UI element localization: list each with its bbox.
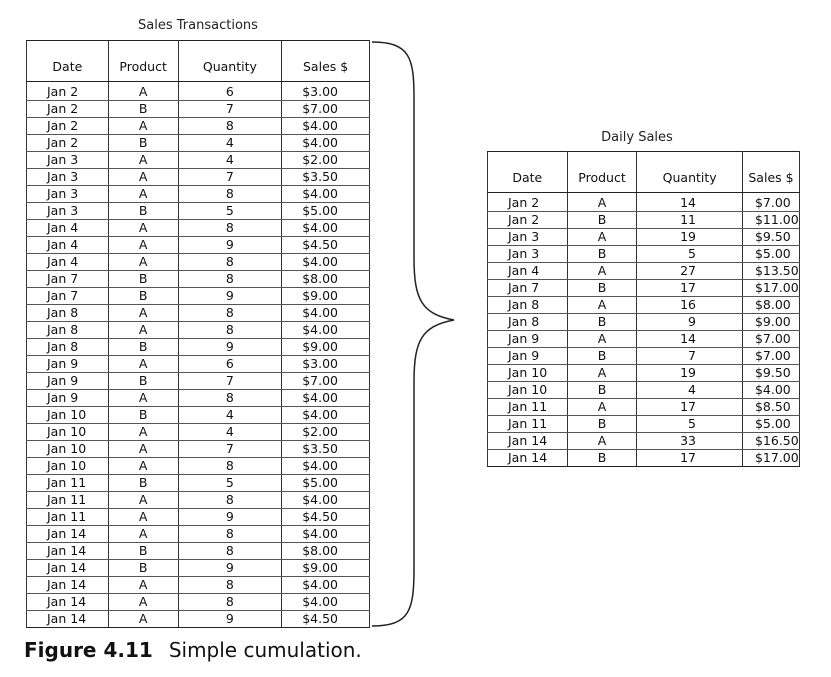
table-row xyxy=(27,373,370,390)
cell-date: Jan 11 xyxy=(488,399,568,416)
cell-date: Jan 3 xyxy=(27,186,109,203)
cell-sales: $4.00 xyxy=(282,254,370,271)
cell-date: Jan 14 xyxy=(488,433,568,450)
cell-quantity: 8 xyxy=(178,390,282,407)
cell-sales: $7.00 xyxy=(282,373,370,390)
cell-quantity: 9 xyxy=(178,611,282,628)
cell-sales: $3.50 xyxy=(282,169,370,186)
table-row xyxy=(27,594,370,611)
cell-quantity: 8 xyxy=(178,220,282,237)
cell-quantity: 4 xyxy=(637,382,743,399)
cell-quantity: 14 xyxy=(637,331,743,348)
figure-caption-text: Simple cumulation. xyxy=(168,638,362,662)
cell-product: B xyxy=(108,101,178,118)
cell-date: Jan 11 xyxy=(488,416,568,433)
table-row xyxy=(488,433,800,450)
column-header-date: Date xyxy=(27,41,109,82)
cell-date: Jan 10 xyxy=(27,424,109,441)
cell-date: Jan 14 xyxy=(27,577,109,594)
cell-date: Jan 4 xyxy=(27,237,109,254)
cell-quantity: 33 xyxy=(637,433,743,450)
column-header-sales: Sales $ xyxy=(742,152,799,193)
cell-date: Jan 10 xyxy=(488,365,568,382)
table-row xyxy=(488,297,800,314)
cell-quantity: 8 xyxy=(178,594,282,611)
cell-quantity: 19 xyxy=(637,365,743,382)
table-row xyxy=(488,348,800,365)
cell-quantity: 5 xyxy=(178,475,282,492)
cell-product: B xyxy=(108,373,178,390)
column-header-quantity: Quantity xyxy=(637,152,743,193)
cell-quantity: 8 xyxy=(178,458,282,475)
cell-product: B xyxy=(567,280,637,297)
cell-date: Jan 14 xyxy=(27,594,109,611)
cell-date: Jan 4 xyxy=(27,254,109,271)
cell-product: A xyxy=(108,356,178,373)
table-row xyxy=(27,526,370,543)
table-row xyxy=(27,356,370,373)
cell-date: Jan 7 xyxy=(27,271,109,288)
cell-date: Jan 2 xyxy=(27,82,109,101)
cell-sales: $4.00 xyxy=(282,135,370,152)
cell-sales: $9.00 xyxy=(282,560,370,577)
table-row xyxy=(488,399,800,416)
cell-sales: $4.50 xyxy=(282,509,370,526)
table-row xyxy=(27,322,370,339)
cell-product: A xyxy=(108,611,178,628)
column-header-quantity: Quantity xyxy=(178,41,282,82)
cell-date: Jan 8 xyxy=(27,305,109,322)
cell-sales: $16.50 xyxy=(742,433,799,450)
cell-quantity: 9 xyxy=(178,509,282,526)
cell-sales: $4.00 xyxy=(282,390,370,407)
cell-date: Jan 3 xyxy=(27,152,109,169)
figure-label: Figure 4.11 xyxy=(24,638,153,662)
cell-product: B xyxy=(567,382,637,399)
cell-sales: $9.00 xyxy=(282,288,370,305)
cell-product: A xyxy=(108,577,178,594)
cell-date: Jan 14 xyxy=(27,611,109,628)
cell-quantity: 6 xyxy=(178,82,282,101)
cell-quantity: 8 xyxy=(178,577,282,594)
daily-sales-table xyxy=(487,151,800,467)
cell-product: A xyxy=(108,594,178,611)
cell-product: A xyxy=(108,509,178,526)
cell-sales: $3.00 xyxy=(282,82,370,101)
table-row xyxy=(27,475,370,492)
cell-product: A xyxy=(108,441,178,458)
cell-product: A xyxy=(108,458,178,475)
cell-product: A xyxy=(108,424,178,441)
cell-date: Jan 10 xyxy=(488,382,568,399)
table-row xyxy=(27,271,370,288)
cell-quantity: 9 xyxy=(178,339,282,356)
cell-product: A xyxy=(108,254,178,271)
table-row xyxy=(27,577,370,594)
column-header-sales: Sales $ xyxy=(282,41,370,82)
cell-sales: $4.00 xyxy=(742,382,799,399)
cell-sales: $4.00 xyxy=(282,220,370,237)
cell-date: Jan 9 xyxy=(27,390,109,407)
cell-product: A xyxy=(108,220,178,237)
cell-sales: $4.00 xyxy=(282,492,370,509)
table-row xyxy=(488,365,800,382)
table-header-row xyxy=(488,152,800,193)
table-row xyxy=(488,280,800,297)
cell-date: Jan 3 xyxy=(27,203,109,220)
cell-product: A xyxy=(108,390,178,407)
table-row xyxy=(27,169,370,186)
cell-quantity: 9 xyxy=(178,560,282,577)
cell-product: B xyxy=(108,135,178,152)
cell-product: B xyxy=(108,271,178,288)
cell-sales: $8.00 xyxy=(282,271,370,288)
cell-date: Jan 9 xyxy=(27,356,109,373)
cell-date: Jan 4 xyxy=(488,263,568,280)
cell-quantity: 7 xyxy=(178,373,282,390)
cell-sales: $4.00 xyxy=(282,526,370,543)
cell-date: Jan 8 xyxy=(27,322,109,339)
cell-quantity: 11 xyxy=(637,212,743,229)
table-row xyxy=(27,424,370,441)
cell-quantity: 8 xyxy=(178,526,282,543)
daily-sales-title: Daily Sales xyxy=(601,130,673,145)
table-row xyxy=(27,220,370,237)
table-row xyxy=(27,152,370,169)
cell-date: Jan 11 xyxy=(27,475,109,492)
cell-quantity: 7 xyxy=(178,169,282,186)
cell-quantity: 8 xyxy=(178,271,282,288)
cell-quantity: 8 xyxy=(178,254,282,271)
cell-quantity: 5 xyxy=(637,246,743,263)
cell-date: Jan 2 xyxy=(27,118,109,135)
cell-date: Jan 2 xyxy=(27,135,109,152)
cell-quantity: 19 xyxy=(637,229,743,246)
cell-date: Jan 14 xyxy=(27,526,109,543)
cell-product: B xyxy=(567,314,637,331)
cell-product: A xyxy=(567,263,637,280)
cell-date: Jan 8 xyxy=(488,314,568,331)
cell-quantity: 7 xyxy=(178,441,282,458)
cell-quantity: 7 xyxy=(178,101,282,118)
cell-date: Jan 14 xyxy=(488,450,568,467)
table-row xyxy=(27,560,370,577)
cell-sales: $4.00 xyxy=(282,186,370,203)
cell-product: A xyxy=(108,118,178,135)
cell-product: B xyxy=(108,203,178,220)
cell-product: A xyxy=(108,169,178,186)
cell-quantity: 8 xyxy=(178,322,282,339)
cell-product: A xyxy=(108,526,178,543)
table-row xyxy=(488,382,800,399)
cell-date: Jan 14 xyxy=(27,543,109,560)
cell-sales: $4.00 xyxy=(282,305,370,322)
cell-sales: $5.00 xyxy=(282,203,370,220)
cell-quantity: 5 xyxy=(637,416,743,433)
cell-date: Jan 7 xyxy=(27,288,109,305)
cell-date: Jan 8 xyxy=(27,339,109,356)
cell-product: A xyxy=(108,186,178,203)
cell-date: Jan 8 xyxy=(488,297,568,314)
table-row xyxy=(27,441,370,458)
table-row xyxy=(27,118,370,135)
cell-product: B xyxy=(108,407,178,424)
table-row xyxy=(488,314,800,331)
cell-sales: $7.00 xyxy=(742,331,799,348)
cell-product: A xyxy=(108,492,178,509)
cell-quantity: 17 xyxy=(637,450,743,467)
table-row xyxy=(27,82,370,101)
cell-date: Jan 2 xyxy=(488,212,568,229)
cell-sales: $9.00 xyxy=(742,314,799,331)
table-row xyxy=(488,331,800,348)
column-header-product: Product xyxy=(108,41,178,82)
table-row xyxy=(488,263,800,280)
cell-sales: $4.00 xyxy=(282,118,370,135)
cell-date: Jan 10 xyxy=(27,441,109,458)
cell-sales: $4.50 xyxy=(282,611,370,628)
cell-quantity: 9 xyxy=(178,237,282,254)
cell-date: Jan 3 xyxy=(488,246,568,263)
cell-quantity: 5 xyxy=(178,203,282,220)
cell-product: B xyxy=(108,560,178,577)
cell-sales: $11.00 xyxy=(742,212,799,229)
column-header-product: Product xyxy=(567,152,637,193)
cell-date: Jan 4 xyxy=(27,220,109,237)
cell-product: A xyxy=(567,297,637,314)
cell-date: Jan 10 xyxy=(27,407,109,424)
cell-quantity: 8 xyxy=(178,305,282,322)
brace-icon xyxy=(370,38,460,630)
cell-product: A xyxy=(567,365,637,382)
table-row xyxy=(488,229,800,246)
cell-sales: $5.00 xyxy=(742,246,799,263)
column-header-date: Date xyxy=(488,152,568,193)
table-row xyxy=(27,101,370,118)
table-row xyxy=(27,305,370,322)
cell-quantity: 4 xyxy=(178,407,282,424)
cell-quantity: 9 xyxy=(637,314,743,331)
cell-quantity: 8 xyxy=(178,186,282,203)
table-row xyxy=(488,416,800,433)
cell-date: Jan 14 xyxy=(27,560,109,577)
table-row xyxy=(27,339,370,356)
sales-transactions-title: Sales Transactions xyxy=(138,18,258,33)
cell-quantity: 17 xyxy=(637,280,743,297)
cell-quantity: 7 xyxy=(637,348,743,365)
table-row xyxy=(488,246,800,263)
cell-date: Jan 2 xyxy=(27,101,109,118)
cell-quantity: 14 xyxy=(637,193,743,212)
table-row xyxy=(27,611,370,628)
cell-sales: $2.00 xyxy=(282,152,370,169)
cell-sales: $5.00 xyxy=(742,416,799,433)
cell-date: Jan 9 xyxy=(488,331,568,348)
cell-date: Jan 3 xyxy=(27,169,109,186)
cell-sales: $2.00 xyxy=(282,424,370,441)
cell-quantity: 17 xyxy=(637,399,743,416)
cell-quantity: 16 xyxy=(637,297,743,314)
cell-sales: $8.50 xyxy=(742,399,799,416)
cell-sales: $17.00 xyxy=(742,280,799,297)
cell-sales: $9.50 xyxy=(742,229,799,246)
cell-date: Jan 3 xyxy=(488,229,568,246)
table-row xyxy=(27,509,370,526)
cell-sales: $5.00 xyxy=(282,475,370,492)
cell-quantity: 4 xyxy=(178,152,282,169)
cell-product: A xyxy=(567,229,637,246)
table-row xyxy=(27,254,370,271)
cell-product: A xyxy=(108,237,178,254)
cell-product: A xyxy=(567,399,637,416)
cell-product: B xyxy=(567,348,637,365)
table-row xyxy=(27,135,370,152)
cell-product: B xyxy=(108,475,178,492)
cell-sales: $7.00 xyxy=(282,101,370,118)
cell-product: B xyxy=(567,246,637,263)
cell-sales: $4.00 xyxy=(282,577,370,594)
cell-sales: $3.00 xyxy=(282,356,370,373)
cell-product: A xyxy=(108,305,178,322)
cell-sales: $9.50 xyxy=(742,365,799,382)
table-row xyxy=(27,186,370,203)
table-row xyxy=(27,237,370,254)
cell-product: B xyxy=(108,543,178,560)
table-row xyxy=(27,492,370,509)
cell-date: Jan 10 xyxy=(27,458,109,475)
cell-quantity: 8 xyxy=(178,492,282,509)
cell-sales: $4.00 xyxy=(282,322,370,339)
cell-quantity: 4 xyxy=(178,424,282,441)
cell-date: Jan 7 xyxy=(488,280,568,297)
cell-date: Jan 2 xyxy=(488,193,568,212)
cell-date: Jan 9 xyxy=(488,348,568,365)
cell-product: B xyxy=(108,288,178,305)
figure-caption xyxy=(24,638,362,662)
table-header-row xyxy=(27,41,370,82)
cell-quantity: 4 xyxy=(178,135,282,152)
sales-transactions-table xyxy=(26,40,370,628)
cell-sales: $17.00 xyxy=(742,450,799,467)
cell-sales: $7.00 xyxy=(742,193,799,212)
table-row xyxy=(488,450,800,467)
table-row xyxy=(488,193,800,212)
cell-date: Jan 11 xyxy=(27,509,109,526)
cell-quantity: 8 xyxy=(178,543,282,560)
cell-sales: $9.00 xyxy=(282,339,370,356)
cell-product: A xyxy=(108,152,178,169)
cell-date: Jan 9 xyxy=(27,373,109,390)
cell-product: A xyxy=(567,193,637,212)
cell-quantity: 9 xyxy=(178,288,282,305)
table-row xyxy=(27,407,370,424)
cell-quantity: 6 xyxy=(178,356,282,373)
cell-quantity: 8 xyxy=(178,118,282,135)
cell-date: Jan 11 xyxy=(27,492,109,509)
cell-product: A xyxy=(108,322,178,339)
table-row xyxy=(488,212,800,229)
cell-sales: $4.00 xyxy=(282,594,370,611)
cell-sales: $7.00 xyxy=(742,348,799,365)
cell-sales: $4.00 xyxy=(282,407,370,424)
cell-sales: $8.00 xyxy=(282,543,370,560)
cell-product: A xyxy=(108,82,178,101)
table-row xyxy=(27,203,370,220)
table-row xyxy=(27,458,370,475)
cell-product: B xyxy=(108,339,178,356)
table-row xyxy=(27,543,370,560)
cell-sales: $3.50 xyxy=(282,441,370,458)
table-row xyxy=(27,288,370,305)
cell-product: A xyxy=(567,331,637,348)
cell-sales: $13.50 xyxy=(742,263,799,280)
cell-product: B xyxy=(567,416,637,433)
cell-sales: $8.00 xyxy=(742,297,799,314)
cell-sales: $4.50 xyxy=(282,237,370,254)
table-row xyxy=(27,390,370,407)
cell-sales: $4.00 xyxy=(282,458,370,475)
cell-product: A xyxy=(567,433,637,450)
cell-product: B xyxy=(567,212,637,229)
cell-quantity: 27 xyxy=(637,263,743,280)
cell-product: B xyxy=(567,450,637,467)
